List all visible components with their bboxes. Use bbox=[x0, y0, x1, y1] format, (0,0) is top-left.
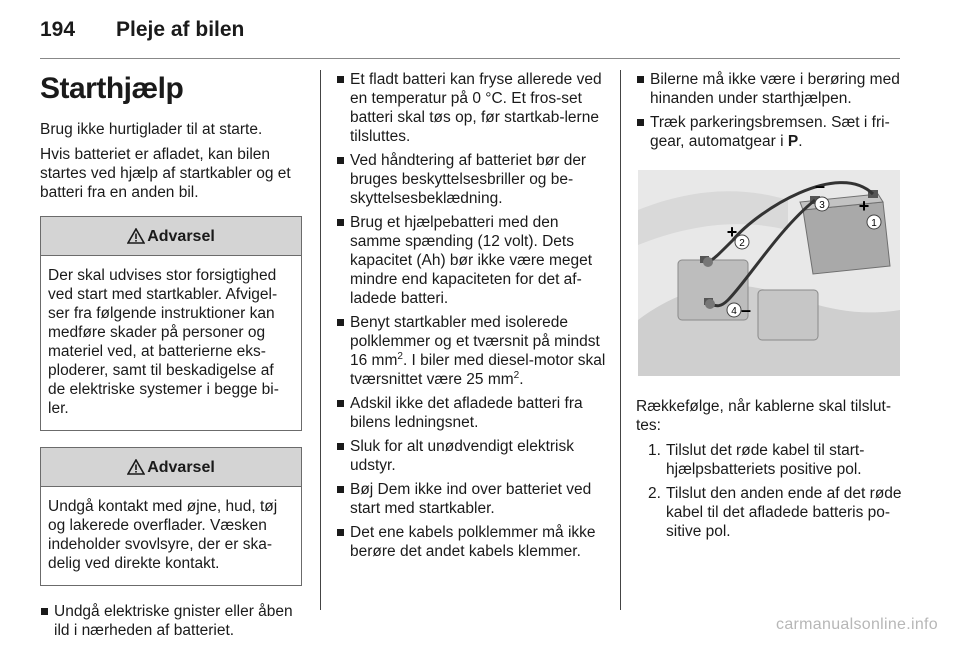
list-item bbox=[636, 484, 902, 541]
column-1 bbox=[40, 70, 302, 645]
column-2 bbox=[336, 70, 606, 566]
intro-paragraph: Brug ikke hurtiglader til at starte. bbox=[40, 121, 263, 138]
header-rule bbox=[40, 58, 900, 59]
cable-spec-text: Benyt startkabler med isolerede polklemmer og et tværsnit på mindst 16 mm bbox=[350, 314, 600, 369]
chapter-title: Pleje af bilen bbox=[116, 18, 245, 41]
page-header bbox=[40, 18, 900, 48]
step-text: Tilslut den anden ende af det røde kabel til det afladede batteris po-sitive pol. bbox=[666, 485, 902, 540]
jump-start-illustration bbox=[638, 170, 900, 376]
column-divider bbox=[320, 70, 321, 610]
callout-4: 4 bbox=[731, 306, 737, 317]
gear-p-label: P bbox=[787, 133, 799, 150]
brake-text: . bbox=[798, 133, 803, 150]
list-item: Bøj Dem ikke ind over batteriet ved start med startkabler. bbox=[336, 480, 606, 518]
list-item: Et fladt batteri kan fryse allerede ved en temperatur på 0 °C. Et fros-set batteri skal tøs op, før startkab-lerne tilsluttes. bbox=[336, 70, 606, 146]
warning-label: Advarsel bbox=[147, 458, 215, 476]
list-item bbox=[636, 113, 902, 151]
list-item bbox=[636, 441, 902, 479]
list-item: Undgå elektriske gnister eller åben ild i nærheden af batteriet. bbox=[40, 602, 302, 640]
superscript: 2 bbox=[513, 369, 520, 381]
warning-box bbox=[40, 447, 302, 586]
step-text: Tilslut det røde kabel til start-hjælpsbatteriets positive pol. bbox=[666, 442, 865, 478]
list-item: Sluk for alt unødvendigt elektrisk udstyr. bbox=[336, 437, 606, 475]
warning-header bbox=[41, 217, 301, 256]
plus-sign: + bbox=[858, 196, 870, 216]
superscript: 2 bbox=[397, 350, 403, 362]
callout-1: 1 bbox=[871, 218, 877, 229]
bullet-list bbox=[40, 602, 302, 640]
bullet-list bbox=[336, 70, 606, 561]
step-list bbox=[636, 441, 902, 541]
list-item: Brug et hjælpebatteri med den samme spænding (12 volt). Dets kapacitet (Ah) bør ikke være meget mindre end kapaciteten for det af-ladede batteri. bbox=[336, 213, 606, 308]
page-number: 194 bbox=[40, 18, 76, 41]
minus-sign: – bbox=[740, 300, 752, 320]
warning-triangle-icon bbox=[127, 459, 145, 475]
minus-sign: – bbox=[814, 176, 826, 196]
column-divider bbox=[620, 70, 621, 610]
warning-header bbox=[41, 448, 301, 487]
bullet-list bbox=[636, 70, 902, 151]
list-item: Ved håndtering af batteriet bør der bruges beskyttelsesbriller og be-skyttelsesbeklædning. bbox=[336, 151, 606, 208]
list-item: Bilerne må ikke være i berøring med hinanden under starthjælpen. bbox=[636, 70, 902, 108]
intro-paragraph: Hvis batteriet er afladet, kan bilen startes ved hjælp af startkabler og et batteri fra en anden bil. bbox=[40, 146, 291, 201]
sequence-intro: Rækkefølge, når kablerne skal tilslut-tes: bbox=[636, 398, 891, 434]
step-number: 1. bbox=[648, 442, 661, 459]
section-title: Starthjælp bbox=[40, 72, 184, 105]
warning-box bbox=[40, 216, 302, 431]
list-item: Det ene kabels polklemmer må ikke berøre det andet kabels klemmer. bbox=[336, 523, 606, 561]
list-item bbox=[336, 313, 606, 389]
warning-text: Der skal udvises stor forsigtighed ved start med startkabler. Afvigel-ser fra følgende instruktioner kan medføre skader på personer og materiel ved, at batterierne eks-ploderer, samt til beskadigelse af de elektriske systemer i begge bi-ler. bbox=[48, 267, 279, 417]
warning-triangle-icon bbox=[127, 228, 145, 244]
cable-spec-text: . bbox=[519, 371, 524, 388]
callout-3: 3 bbox=[819, 200, 825, 211]
callout-2: 2 bbox=[739, 238, 745, 249]
warning-text: Undgå kontakt med øjne, hud, tøj og lakerede overflader. Væsken indeholder svovlsyre, der er ska-delig ved direkte kontakt. bbox=[48, 498, 278, 572]
plus-sign: + bbox=[726, 222, 738, 242]
warning-label: Advarsel bbox=[147, 227, 215, 245]
cable-spec-text: . I biler med diesel-motor skal tværsnittet være 25 mm bbox=[350, 352, 606, 388]
watermark: carmanualsonline.info bbox=[776, 616, 938, 633]
step-number: 2. bbox=[648, 485, 661, 502]
column-3 bbox=[636, 70, 902, 546]
list-item: Adskil ikke det afladede batteri fra bilens ledningsnet. bbox=[336, 394, 606, 432]
brake-text: Træk parkeringsbremsen. Sæt i fri-gear, automatgear i bbox=[650, 114, 890, 150]
